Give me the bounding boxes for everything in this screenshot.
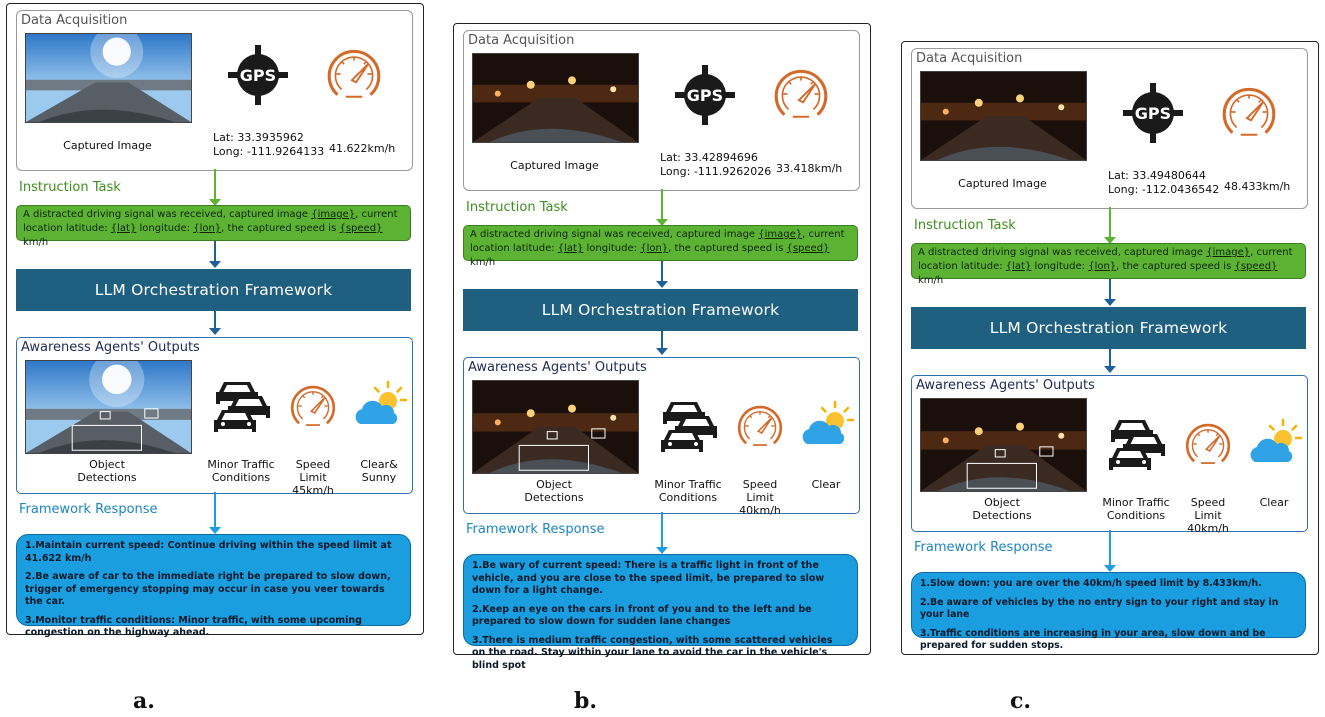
speed-limit-icon: [287, 380, 339, 432]
arrow-to-instruction: [1109, 207, 1111, 241]
object-detection-image: [25, 360, 192, 454]
llm-orchestration-framework-box: LLM Orchestration Framework: [911, 307, 1306, 349]
object-detections-caption: Object Detections: [77, 458, 137, 484]
arrow-head: [1104, 366, 1116, 373]
instruction-text-5: km/h: [470, 257, 496, 268]
data-acquisition-label: Data Acquisition: [21, 13, 128, 28]
response-item-1: 1.Be wary of current speed: There is a traffic light in front of the vehicle, and you are close to the speed limit, be prepared to slow down for a light change.: [472, 560, 825, 596]
instruction-text-3: longitude:: [583, 243, 641, 254]
speed-placeholder: {speed}: [339, 223, 383, 234]
latitude-value: Lat: 33.3935962: [213, 131, 304, 144]
image-placeholder: {image}: [1206, 247, 1251, 258]
data-acquisition-label: Data Acquisition: [468, 33, 575, 48]
diagram-panel-3: [901, 41, 1319, 655]
data-acquisition-box: [16, 10, 413, 171]
arrow-head: [656, 281, 668, 288]
framework-response-box: [911, 572, 1306, 651]
arrow-to-response: [1109, 530, 1111, 568]
arrow-head: [209, 328, 221, 335]
svg-text:GPS: GPS: [239, 66, 277, 85]
response-item-2: 2.Be aware of car to the immediate right be prepared to slow down, trigger of emergency stopping may occur in case you veer towards the car.: [25, 571, 391, 607]
object-detection-image: [920, 398, 1087, 492]
arrow-to-response: [661, 512, 663, 550]
response-item-3: 3.Traffic conditions are increasing in your area, slow down and be prepared for sudden stops.: [920, 627, 1266, 651]
lat-placeholder: {lat}: [1005, 261, 1032, 272]
weather-caption: Clear& Sunny: [360, 458, 398, 484]
svg-text:GPS: GPS: [1134, 104, 1172, 123]
captured-image-caption: Captured Image: [510, 159, 599, 172]
framework-response-label: Framework Response: [19, 502, 158, 517]
speedometer-icon: [1218, 81, 1280, 143]
traffic-conditions-caption: Minor Traffic Conditions: [207, 458, 275, 484]
traffic-cars-icon: [1109, 414, 1171, 476]
instruction-text-2: , current location latitude:: [23, 209, 398, 234]
speed-value: 48.433km/h: [1224, 180, 1291, 193]
framework-response-label: Framework Response: [914, 540, 1053, 555]
speed-placeholder: {speed}: [786, 243, 830, 254]
llm-orchestration-framework-box: LLM Orchestration Framework: [16, 269, 411, 311]
instruction-text-2: , current location latitude:: [470, 229, 845, 254]
lat-placeholder: {lat}: [557, 243, 584, 254]
instruction-text-5: km/h: [23, 237, 49, 248]
panel-letter-2: b.: [574, 688, 598, 714]
response-item-2: 2.Be aware of vehicles by the no entry sign to your right and stay in your lane: [920, 596, 1279, 620]
awareness-agents-label: Awareness Agents' Outputs: [21, 340, 200, 355]
instruction-text-1: A distracted driving signal was received, captured image: [23, 209, 312, 220]
captured-image-caption: Captured Image: [63, 139, 152, 152]
instruction-task-box: [463, 225, 858, 268]
lon-placeholder: {lon}: [640, 243, 669, 254]
speedometer-icon: [770, 63, 832, 125]
framework-response-label: Framework Response: [466, 522, 605, 537]
response-item-1: 1.Slow down: you are over the 40km/h speed limit by 8.433km/h.: [920, 578, 1262, 589]
arrow-head: [656, 547, 668, 554]
weather-sun-cloud-icon: [799, 400, 855, 448]
arrow-head: [1104, 565, 1116, 572]
weather-caption: Clear: [1259, 496, 1289, 509]
speed-placeholder: {speed}: [1234, 261, 1278, 272]
response-item-1: 1.Maintain current speed: Continue driving within the speed limit at 41.622 km/h: [25, 540, 392, 564]
diagram-panel-2: [453, 23, 871, 671]
latitude-value: Lat: 33.42894696: [660, 151, 758, 164]
lat-placeholder: {lat}: [110, 223, 137, 234]
instruction-text-1: A distracted driving signal was received, captured image: [918, 247, 1207, 258]
traffic-cars-icon: [661, 396, 723, 458]
traffic-conditions-caption: Minor Traffic Conditions: [654, 478, 722, 504]
instruction-text-2: , current location latitude:: [918, 247, 1293, 272]
instruction-task-label: Instruction Task: [19, 180, 121, 195]
awareness-agents-box: [911, 375, 1308, 535]
arrow-head: [1104, 299, 1116, 306]
speed-limit-caption: Speed Limit 45km/h: [292, 458, 334, 497]
image-placeholder: {image}: [311, 209, 356, 220]
gps-icon: [1121, 81, 1185, 145]
speed-value: 33.418km/h: [776, 162, 843, 175]
weather-sun-cloud-icon: [1247, 418, 1303, 466]
longitude-value: Long: -111.9262026: [660, 165, 772, 178]
lon-placeholder: {lon}: [1088, 261, 1117, 272]
object-detection-image: [472, 380, 639, 474]
instruction-text-5: km/h: [918, 275, 944, 286]
longitude-value: Long: -112.0436542: [1108, 183, 1220, 196]
awareness-agents-label: Awareness Agents' Outputs: [468, 360, 647, 375]
awareness-agents-box: [463, 357, 860, 517]
instruction-text-4: , the captured speed is: [221, 223, 340, 234]
instruction-text-4: , the captured speed is: [668, 243, 787, 254]
framework-response-box: [463, 554, 858, 671]
latitude-value: Lat: 33.49480644: [1108, 169, 1206, 182]
speed-limit-caption: Speed Limit 40km/h: [739, 478, 781, 517]
arrow-to-instruction: [661, 189, 663, 223]
traffic-conditions-caption: Minor Traffic Conditions: [1102, 496, 1170, 522]
speed-limit-caption: Speed Limit 40km/h: [1187, 496, 1229, 535]
response-item-3: 3.There is medium traffic congestion, with some scattered vehicles on the road. Stay within your lane to avoid the car in the vehicle's blind spot: [472, 634, 833, 671]
arrow-to-response: [214, 492, 216, 530]
lon-placeholder: {lon}: [193, 223, 222, 234]
awareness-agents-label: Awareness Agents' Outputs: [916, 378, 1095, 393]
instruction-text-3: longitude:: [136, 223, 194, 234]
traffic-cars-icon: [214, 376, 276, 438]
gps-icon: [673, 63, 737, 127]
instruction-task-box: [16, 205, 411, 248]
awareness-agents-box: [16, 337, 413, 497]
speedometer-icon: [323, 43, 385, 105]
panel-letter-3: c.: [1010, 688, 1032, 714]
weather-caption: Clear: [811, 478, 841, 491]
panel-letter-1: a.: [133, 688, 155, 714]
captured-image-caption: Captured Image: [958, 177, 1047, 190]
captured-image: [920, 71, 1087, 161]
svg-text:GPS: GPS: [686, 86, 724, 105]
diagram-panel-1: [6, 3, 424, 638]
response-item-2: 2.Keep an eye on the cars in front of you and to the left and be prepared to slow down for sudden lane changes: [472, 603, 812, 627]
arrow-to-instruction: [214, 169, 216, 203]
llm-orchestration-framework-box: LLM Orchestration Framework: [463, 289, 858, 331]
speed-limit-icon: [734, 400, 786, 452]
speed-value: 41.622km/h: [329, 142, 396, 155]
image-placeholder: {image}: [758, 229, 803, 240]
data-acquisition-box: [911, 48, 1308, 209]
object-detections-caption: Object Detections: [524, 478, 584, 504]
weather-sun-cloud-icon: [352, 380, 408, 428]
arrow-head: [209, 527, 221, 534]
longitude-value: Long: -111.9264133: [213, 145, 325, 158]
gps-icon: [226, 43, 290, 107]
instruction-text-1: A distracted driving signal was received, captured image: [470, 229, 759, 240]
instruction-task-label: Instruction Task: [914, 218, 1016, 233]
object-detections-caption: Object Detections: [972, 496, 1032, 522]
framework-response-box: [16, 534, 411, 638]
instruction-task-label: Instruction Task: [466, 200, 568, 215]
data-acquisition-label: Data Acquisition: [916, 51, 1023, 66]
response-item-3: 3.Monitor traffic conditions: Minor traffic, with some upcoming congestion on the highway ahead.: [25, 614, 362, 638]
speed-limit-icon: [1182, 418, 1234, 470]
instruction-text-4: , the captured speed is: [1116, 261, 1235, 272]
instruction-text-3: longitude:: [1031, 261, 1089, 272]
arrow-head: [209, 261, 221, 268]
arrow-head: [656, 348, 668, 355]
captured-image: [25, 33, 192, 123]
data-acquisition-box: [463, 30, 860, 191]
captured-image: [472, 53, 639, 143]
instruction-task-box: [911, 243, 1306, 286]
